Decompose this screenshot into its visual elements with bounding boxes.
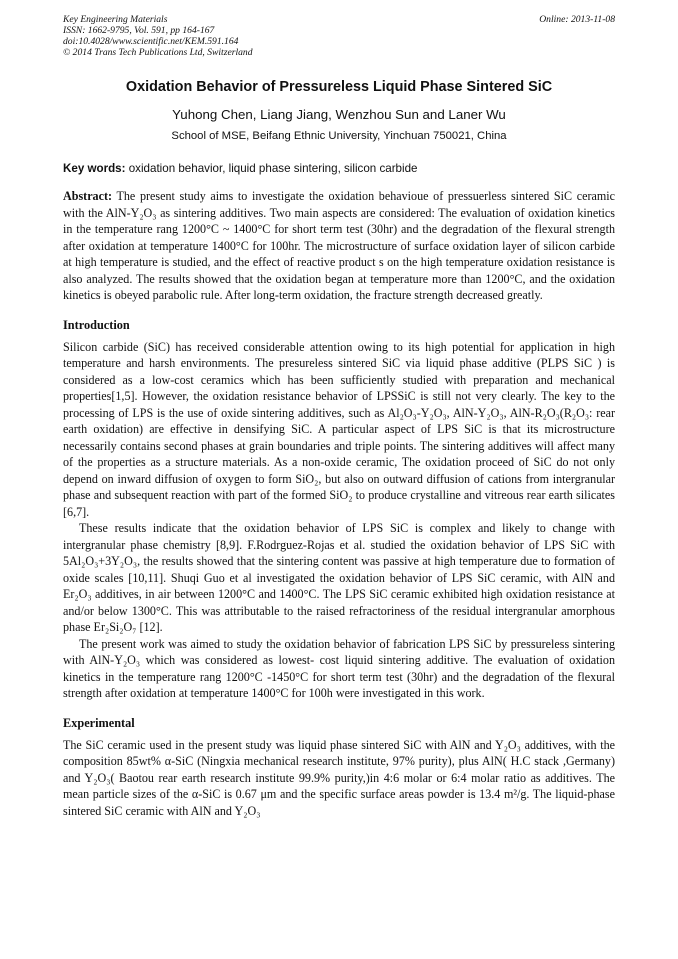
affiliation: School of MSE, Beifang Ethnic University, Yinchuan 750021, China — [171, 130, 507, 142]
online-date: Online: 2013-11-08 — [539, 14, 615, 25]
abstract-label: Abstract: — [63, 189, 113, 203]
experimental-heading: Experimental — [63, 715, 135, 730]
introduction-heading: Introduction — [63, 317, 130, 332]
experimental-body — [63, 737, 615, 820]
introduction-body — [63, 339, 615, 702]
keywords — [63, 162, 615, 175]
keywords-text: oxidation behavior, liquid phase sintering, silicon carbide — [128, 162, 418, 175]
paper-title: Oxidation Behavior of Pressureless Liquid Phase Sintered SiC — [125, 79, 553, 95]
journal-header — [63, 14, 615, 58]
copyright-line: © 2014 Trans Tech Publications Ltd, Switzerland — [63, 47, 253, 58]
intro-paragraph-2: These results indicate that the oxidation behavior of LPS SiC is complex and likely to change with intergranular phase chemistry [8,9]. F.Rodrguez-Rojas et al. studied the oxidation behavior of LPS SiC with 5Al₂O₃+3Y₂O₃, the results showed that the sintering content was passive at high temperature due to formation of oxide scales [10,11]. Shuqi Guo et al investigated the oxidation behavior of LPS SiC ceramic, with AlN and Er₂O₃ additives, in air between 1200°C and 1400°C. The LPS SiC ceramic exhibited high oxidation resistance at and/or below 1300°C. This was attributable to the raised refractoriness of the residual intergranular amorphous phase Er₂Si₂O₇ [12]. — [63, 521, 615, 634]
keywords-label: Key words: — [63, 162, 126, 175]
paper-page — [63, 14, 615, 819]
intro-paragraph-1: Silicon carbide (SiC) has received considerable attention owing to its high potential for application in high temperature and harsh environments. The presureless sintered SiC via liquid phase additive (PLPS SiC ) is considered as a low-cost ceramics which has been sufficiently studied with preparation and mechanical properties[1,5]. However, the oxidation resistance behavior of LPSSiC is still not very clearly. The key to the processing of LPS is the use of oxide sintering additives, such as Al₂O₃-Y₂O₃, AlN-Y₂O₃, AlN-R₂O₃(R₂O₃: rear earth oxidation) are effective in densifying SiC. A particular aspect of LPS SiC is that its microstructure necessarily contains second phases at grain boundaries and triple points. The sintering additives will affect many of the properties as a structure materials. As a non-oxide ceramic, The oxidation proceed of SiC do not only depend on inward diffusion of oxygen to form SiO₂, but also on outward diffusion of cations from intergranular phase and subsequent reaction with part of the formed SiO₂ to produce crystalline and vitreous rear earth silicates [6,7]. — [63, 339, 615, 519]
issn-line: ISSN: 1662-9795, Vol. 591, pp 164-167 — [63, 25, 215, 36]
abstract — [63, 188, 615, 304]
doi-line: doi:10.4028/www.scientific.net/KEM.591.164 — [63, 36, 239, 47]
intro-paragraph-3: The present work was aimed to study the oxidation behavior of fabrication LPS SiC by pressureless sintering with AlN-Y₂O₃ which was considered as lowest- cost liquid sintering additive. The evaluation of oxidation kinetics in the temperature rang 1200°C -1450°C for short term test (30hr) and the degradation of the flexural strength after oxidation at temperature 1400°C for 100h were investigated in this work. — [63, 636, 615, 700]
authors: Yuhong Chen, Liang Jiang, Wenzhou Sun and Laner Wu — [172, 107, 506, 122]
journal-name: Key Engineering Materials — [63, 14, 168, 25]
abstract-text: The present study aims to investigate the oxidation behavioue of pressuerless sintered SiC ceramic with the AlN-Y₂O₃ as sintering additives. Two main aspects are considered: The evaluation of oxidation kinetics in the temperature rang 1200°C ~ 1400°C for short term test (30hr) and the degradation of the flexural strength after oxidation at temperature 1400°C for 100hr. The microstructure of surface oxidation layer of silicon carbide at high temperature is studied, and the effect of reactive product s on the high temperature oxidation resistance is also analyzed. The results showed that the oxidation began at temperature more than 1200°C, and the oxidation kinetics is obeyed parabolic rule. After long-term oxidation, the fracture strength decreased greatly. — [63, 189, 615, 302]
experimental-paragraph-1: The SiC ceramic used in the present study was liquid phase sintered SiC with AlN and Y₂O₃ additives, with the composition 85wt% α-SiC (Ningxia mechanical research institute, 97% purity), plus AlN( H.C stack ,Germany) and Y₂O₃( Baotou rear earth research institute 99.9% purity,)in 4:6 molar or 6:4 molar ratio as additives. The mean particle sizes of the α-SiC is 0.67 μm and the specific surface areas powder is 13.4 m²/g. The liquid-phase sintered SiC ceramic with AlN and Y₂O₃ — [63, 737, 615, 818]
